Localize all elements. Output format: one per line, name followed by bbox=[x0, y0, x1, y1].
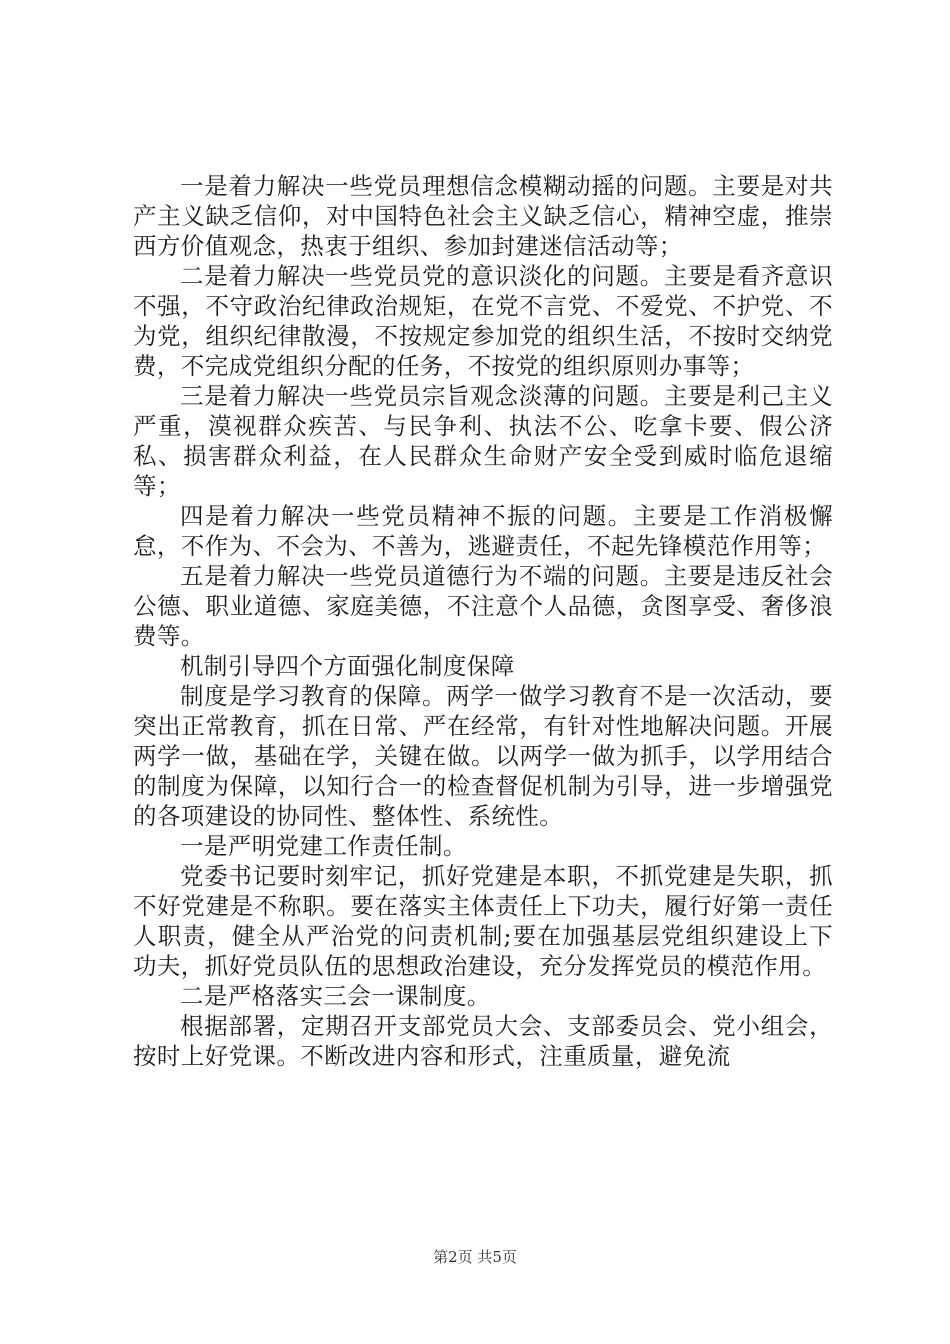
paragraph-morality: 五是着力解决一些党员道德行为不端的问题。主要是违反社会公德、职业道德、家庭美德，不注意个人品德，贪图享受、奢侈浪费等。 bbox=[133, 562, 833, 650]
paragraph-ideals: 一是着力解决一些党员理想信念模糊动摇的问题。主要是对共产主义缺乏信仰，对中国特色社会主义缺乏信心，精神空虚，推崇西方价值观念，热衷于组织、参加封建迷信活动等； bbox=[133, 172, 833, 260]
document-body bbox=[133, 171, 833, 1071]
subheading-three-meetings: 二是严格落实三会一课制度。 bbox=[180, 982, 491, 1010]
paragraph-system-guarantee: 制度是学习教育的保障。两学一做学习教育不是一次活动，要突出正常教育，抓在日常、严在经常，有针对性地解决问题。开展两学一做，基础在学，关键在做。以两学一做为抓手，以学用结合的制度为保障，以知行合一的检查督促机制为引导，进一步增强党的各项建设的协同性、整体性、系统性。 bbox=[133, 682, 833, 830]
section-heading-mechanism: 机制引导四个方面强化制度保障 bbox=[180, 652, 515, 680]
paragraph-spirit: 四是着力解决一些党员精神不振的问题。主要是工作消极懈怠，不作为、不会为、不善为，逃避责任，不起先锋模范作用等； bbox=[133, 502, 833, 560]
paragraph-party-awareness: 二是着力解决一些党员党的意识淡化的问题。主要是看齐意识不强，不守政治纪律政治规矩，在党不言党、不爱党、不护党、不为党，组织纪律散漫，不按规定参加党的组织生活，不按时交纳党费，不完成党组织分配的任务，不按党的组织原则办事等； bbox=[133, 262, 833, 380]
paragraph-secretary-duty: 党委书记要时刻牢记，抓好党建是本职，不抓党建是失职，抓不好党建是不称职。要在落实主体责任上下功夫，履行好第一责任人职责，健全从严治党的问责机制;要在加强基层党组织建设上下功夫，抓好党员队伍的思想政治建设，充分发挥党员的模范作用。 bbox=[133, 862, 833, 980]
paragraph-purpose: 三是着力解决一些党员宗旨观念淡薄的问题。主要是利己主义严重，漠视群众疾苦、与民争利、执法不公、吃拿卡要、假公济私、损害群众利益，在人民群众生命财产安全受到威时临危退缩等； bbox=[133, 382, 833, 500]
subheading-responsibility: 一是严明党建工作责任制。 bbox=[180, 832, 467, 860]
paragraph-meetings-detail: 根据部署，定期召开支部党员大会、支部委员会、党小组会，按时上好党课。不断改进内容和形式，注重质量，避免流 bbox=[133, 1012, 833, 1070]
page-number-footer: 第2页 共5页 bbox=[433, 1248, 517, 1266]
